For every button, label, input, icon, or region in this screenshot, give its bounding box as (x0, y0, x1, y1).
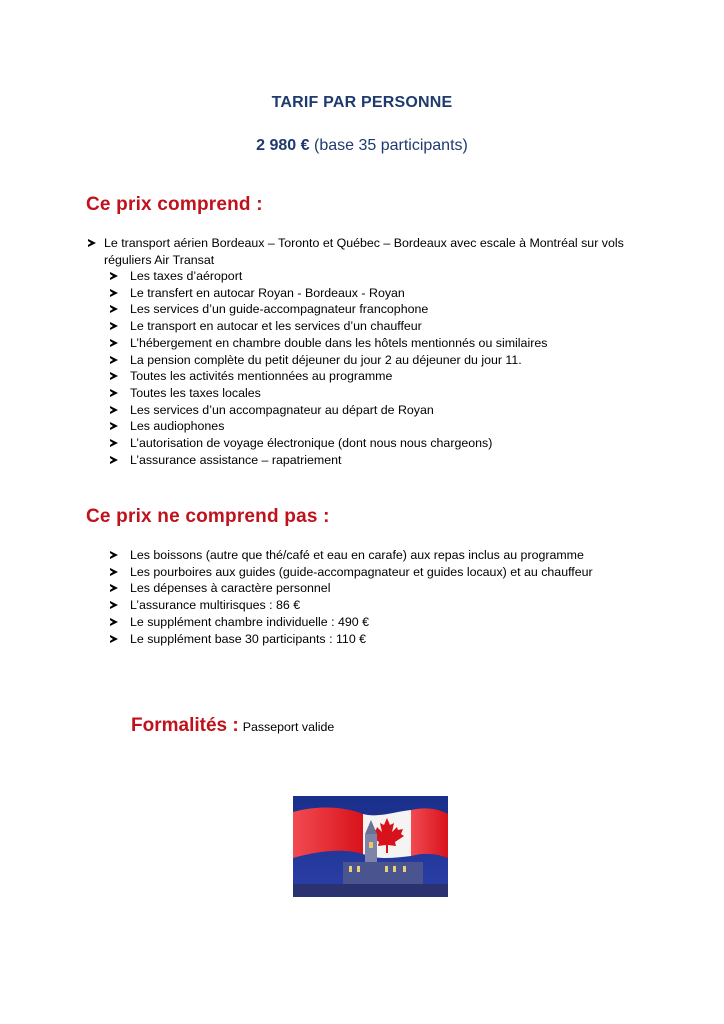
includes-list (110, 268, 547, 468)
bullet-arrow-icon (110, 456, 118, 464)
bullet-arrow-icon (110, 601, 118, 609)
list-item-text: Les boissons (autre que thé/café et eau en carafe) aux repas inclus au programme (130, 548, 584, 562)
formalities-value: Passeport valide (242, 720, 335, 734)
list-item-text: Les taxes d’aéroport (130, 269, 243, 283)
bullet-arrow-icon (110, 372, 118, 380)
list-item (110, 352, 547, 369)
bullet-arrow-icon (110, 406, 118, 414)
list-item (110, 368, 547, 385)
list-item-text: Le supplément chambre individuelle : 490 € (130, 614, 370, 629)
list-item-text: Le supplément base 30 participants : 110 € (130, 631, 367, 646)
list-item (110, 614, 593, 631)
list-item-text: Le transfert en autocar Royan - Bordeaux - Royan (130, 285, 405, 300)
page-title: TARIF PAR PERSONNE (271, 94, 453, 111)
bullet-arrow-icon (110, 305, 118, 313)
includes-heading: Ce prix comprend : (86, 194, 263, 215)
bullet-arrow-icon (110, 289, 118, 297)
list-item-text: L’assurance assistance – rapatriement (130, 452, 342, 467)
list-item-text: Toutes les taxes locales (130, 385, 261, 400)
list-item (110, 547, 593, 564)
list-item (110, 418, 547, 435)
list-item (110, 301, 547, 318)
list-item-text: Les dépenses à caractère personnel (130, 581, 331, 596)
list-item-text: Le transport en autocar et les services d’un chauffeur (130, 319, 422, 334)
bullet-arrow-icon (110, 272, 118, 280)
bullet-arrow-icon (110, 422, 118, 430)
list-item-text: Les pourboires aux guides (guide-accompagnateur et guides locaux) et au chauffeur (130, 564, 593, 579)
includes-first-item (88, 235, 624, 268)
list-item (110, 597, 593, 614)
list-item (110, 435, 547, 452)
price-amount: 2 980 € (256, 137, 310, 154)
list-item (110, 335, 547, 352)
list-item (110, 452, 547, 469)
list-item (110, 285, 547, 302)
list-item-text: L’hébergement en chambre double dans les hôtels mentionnés ou similaires (130, 335, 548, 350)
list-item (110, 631, 593, 648)
formalities-line (131, 715, 334, 737)
bullet-arrow-icon (110, 439, 118, 447)
list-item-text: Les services d’un accompagnateur au départ de Royan (130, 402, 434, 417)
list-item-text: La pension complète du petit déjeuner du jour 2 au déjeuner du jour 11. (130, 352, 522, 367)
list-item (110, 268, 547, 285)
bullet-arrow-icon (110, 635, 118, 643)
list-item-text: Les audiophones (130, 419, 225, 434)
bullet-arrow-icon (110, 618, 118, 626)
canada-flag-parliament-image (293, 796, 448, 897)
list-item-text: L’autorisation de voyage électronique (dont nous nous chargeons) (130, 436, 493, 451)
excludes-heading: Ce prix ne comprend pas : (86, 506, 330, 527)
list-item-text: Les services d’un guide-accompagnateur francophone (130, 302, 429, 317)
excludes-list (110, 547, 593, 647)
list-item (110, 318, 547, 335)
formalities-label: Formalités : (131, 715, 239, 736)
first-item-line1: Le transport aérien Bordeaux – Toronto et Québec – Bordeaux avec escale à Montréal sur vols (104, 236, 624, 250)
bullet-arrow-icon (110, 339, 118, 347)
price-line (0, 137, 724, 155)
bullet-arrow-icon (88, 239, 96, 247)
bullet-arrow-icon (110, 568, 118, 576)
bullet-arrow-icon (110, 322, 118, 330)
list-item (110, 580, 593, 597)
list-item (110, 402, 547, 419)
price-basis: (base 35 participants) (313, 137, 468, 154)
bullet-arrow-icon (110, 551, 118, 559)
list-item-text: L’assurance multirisques : 86 € (130, 598, 301, 613)
list-item (110, 385, 547, 402)
list-item (110, 564, 593, 581)
bullet-arrow-icon (110, 389, 118, 397)
bullet-arrow-icon (110, 356, 118, 364)
first-item-line2: réguliers Air Transat (104, 252, 215, 267)
canada-flag-icon (293, 796, 448, 897)
bullet-arrow-icon (110, 584, 118, 592)
list-item-text: Toutes les activités mentionnées au programme (130, 369, 393, 384)
